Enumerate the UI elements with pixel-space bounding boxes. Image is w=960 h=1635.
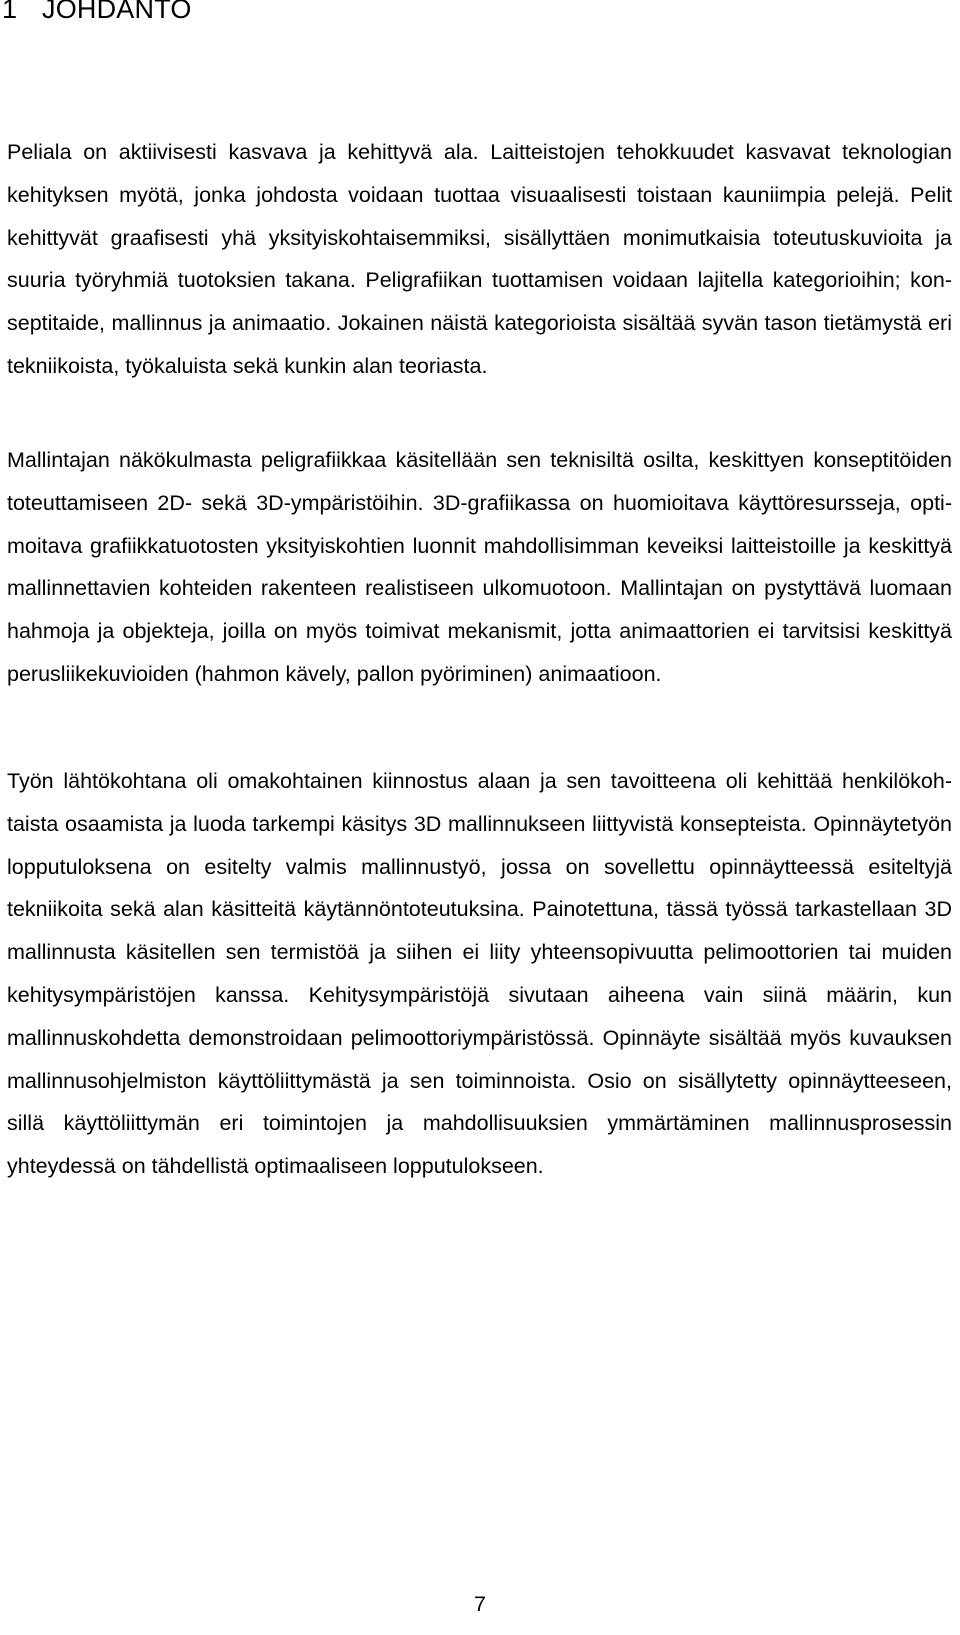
paragraph-intro: Peliala on aktiivisesti kasvava ja kehittyvä ala. Laitteistojen tehokkuudet kasvavat teknologian kehityksen myötä, jonka johdosta voidaan tuottaa visuaalisesti toistaan kauniimpia pelejä. Pelit kehittyvät graafisesti yhä yksityiskohtaisemmiksi, sisällyttäen monimutkaisia toteutuskuvioita ja suuria työryhmiä tuotoksien takana. Peligrafiikan tuottamisen voidaan lajitella kategorioihin; konseptitaide, mallinnus ja animaatio. Jokainen näistä kategorioista sisältää syvän tason tietämystä eri tekniikoista, työkaluista sekä kunkin alan teoriasta. [7,140,952,378]
chapter-number: 1 [2,0,18,24]
paragraph-modeler-perspective: Mallintajan näkökulmasta peligrafiikkaa käsitellään sen teknisiltä osilta, keskittyen konseptitöiden toteuttamiseen 2D- sekä 3D-ympäristöihin. 3D-grafiikassa on huomioitava käyttöresursseja, optimoitava grafiikkatuotosten yksityiskohtien luonnit mahdollisimman keveiksi laitteistoille ja keskittyä mallinnettavien kohteiden rakenteen realistiseen ulkomuotoon. Mallintajan on pystyttävä luomaan hahmoja ja objekteja, joilla on myös toimivat mekanismit, jotta animaattorien ei tarvitsisi keskittyä perusliikekuvioiden (hahmon kävely, pallon pyöriminen) animaatioon. [7,448,952,686]
chapter-heading [2,0,192,25]
page-number: 7 [474,1592,486,1616]
chapter-title: JOHDANTO [42,0,192,24]
paragraph-thesis-scope: Työn lähtökohtana oli omakohtainen kiinnostus alaan ja sen tavoitteena oli kehittää henkilökohtaista osaamista ja luoda tarkempi käsitys 3D mallinnukseen liittyvistä konsepteista. Opinnäytetyön lopputuloksena on esitelty valmis mallinnustyö, jossa on sovellettu opinnäytteessä esiteltyjä tekniikoita sekä alan käsitteitä käytännöntoteutuksina. Painotettuna, tässä työssä tarkastellaan 3D mallinnusta käsitellen sen termistöä ja siihen ei liity yhteensopivuutta pelimoottorien tai muiden kehitysympäristöjen kanssa. Kehitysympäristöjä sivutaan aiheena vain siinä määrin, kun mallinnuskohdetta demonstroidaan pelimoottoriympäristössä. Opinnäyte sisältää myös kuvauksen mallinnusohjelmiston käyttöliittymästä ja sen toiminnoista. Osio on sisällytetty opinnäytteeseen, sillä käyttöliittymän eri toimintojen ja mahdollisuuksien ymmärtäminen mallinnusprosessin yhteydessä on tähdellistä optimaaliseen lopputulokseen. [7,769,952,1179]
